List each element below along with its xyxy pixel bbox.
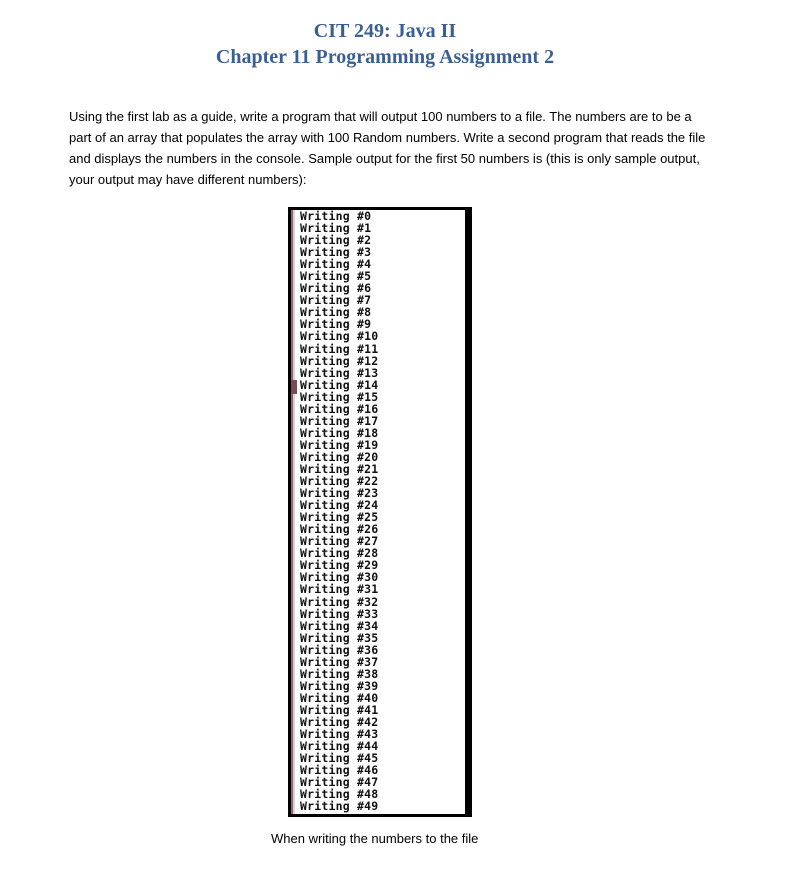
console-line: Writing #25 bbox=[300, 510, 379, 525]
assignment-instructions: Using the first lab as a guide, write a program that will output 100 numbers to a file. The numbers are to be a part of an array that populates the array with 100 Random numbers. Write a second program that reads the file and displays the numbers in the console. Sample output for the first 50 numbers is (this is only sample output, your output may have different numbers): bbox=[69, 109, 706, 187]
console-line: Writing #21 bbox=[300, 461, 379, 476]
console-line: Writing #36 bbox=[300, 642, 379, 657]
console-line: Writing #42 bbox=[300, 714, 379, 729]
course-title: CIT 249: Java II bbox=[313, 20, 457, 42]
console-line: Writing #43 bbox=[300, 727, 379, 742]
console-window bbox=[291, 210, 465, 814]
console-line: Writing #0 bbox=[300, 210, 372, 223]
console-line: Writing #39 bbox=[300, 678, 379, 693]
console-line: Writing #1 bbox=[300, 221, 372, 236]
console-line: Writing #47 bbox=[300, 775, 379, 790]
console-line: Writing #38 bbox=[300, 666, 379, 681]
console-lines bbox=[300, 210, 465, 812]
console-line: Writing #41 bbox=[300, 702, 379, 717]
assignment-title: Chapter 11 Programming Assignment 2 bbox=[215, 46, 555, 68]
console-line: Writing #35 bbox=[300, 630, 379, 645]
console-left-edge bbox=[291, 210, 299, 814]
console-line: Writing #9 bbox=[300, 317, 372, 332]
console-line: Writing #28 bbox=[300, 546, 379, 561]
console-edge-mark bbox=[291, 380, 297, 394]
console-line: Writing #16 bbox=[300, 401, 379, 416]
console-line: Writing #15 bbox=[300, 389, 379, 404]
console-line: Writing #17 bbox=[300, 413, 379, 428]
console-line: Writing #2 bbox=[300, 233, 372, 248]
console-line: Writing #48 bbox=[300, 787, 379, 802]
console-line: Writing #33 bbox=[300, 606, 379, 621]
console-line: Writing #37 bbox=[300, 654, 379, 669]
console-line: Writing #19 bbox=[300, 437, 379, 452]
console-line: Writing #12 bbox=[300, 353, 379, 368]
console-line: Writing #49 bbox=[300, 799, 379, 814]
console-line: Writing #27 bbox=[300, 534, 379, 549]
console-line: Writing #20 bbox=[300, 449, 379, 464]
console-line: Writing #44 bbox=[300, 739, 379, 754]
console-line: Writing #4 bbox=[300, 257, 372, 272]
console-line: Writing #3 bbox=[300, 245, 372, 260]
console-line: Writing #26 bbox=[300, 522, 379, 537]
console-line: Writing #7 bbox=[300, 293, 372, 308]
console-line: Writing #40 bbox=[300, 690, 379, 705]
console-line: Writing #31 bbox=[300, 582, 379, 597]
console-line: Writing #11 bbox=[300, 341, 379, 356]
console-line: Writing #46 bbox=[300, 763, 379, 778]
console-line: Writing #34 bbox=[300, 618, 379, 633]
console-line: Writing #18 bbox=[300, 425, 379, 440]
console-line: Writing #22 bbox=[300, 474, 379, 489]
document-header bbox=[0, 18, 770, 70]
console-line: Writing #45 bbox=[300, 751, 379, 766]
console-line: Writing #14 bbox=[300, 377, 379, 392]
console-line: Writing #23 bbox=[300, 486, 379, 501]
console-line: Writing #32 bbox=[300, 594, 379, 609]
console-line: Writing #30 bbox=[300, 570, 379, 585]
console-line: Writing #24 bbox=[300, 498, 379, 513]
figure-caption: When writing the numbers to the file bbox=[271, 831, 479, 846]
console-output-screenshot bbox=[288, 207, 472, 817]
console-line: Writing #6 bbox=[300, 281, 372, 296]
console-line: Writing #29 bbox=[300, 558, 379, 573]
console-line: Writing #5 bbox=[300, 269, 372, 284]
console-line: Writing #13 bbox=[300, 365, 379, 380]
console-line: Writing #8 bbox=[300, 305, 372, 320]
console-line: Writing #10 bbox=[300, 329, 379, 344]
